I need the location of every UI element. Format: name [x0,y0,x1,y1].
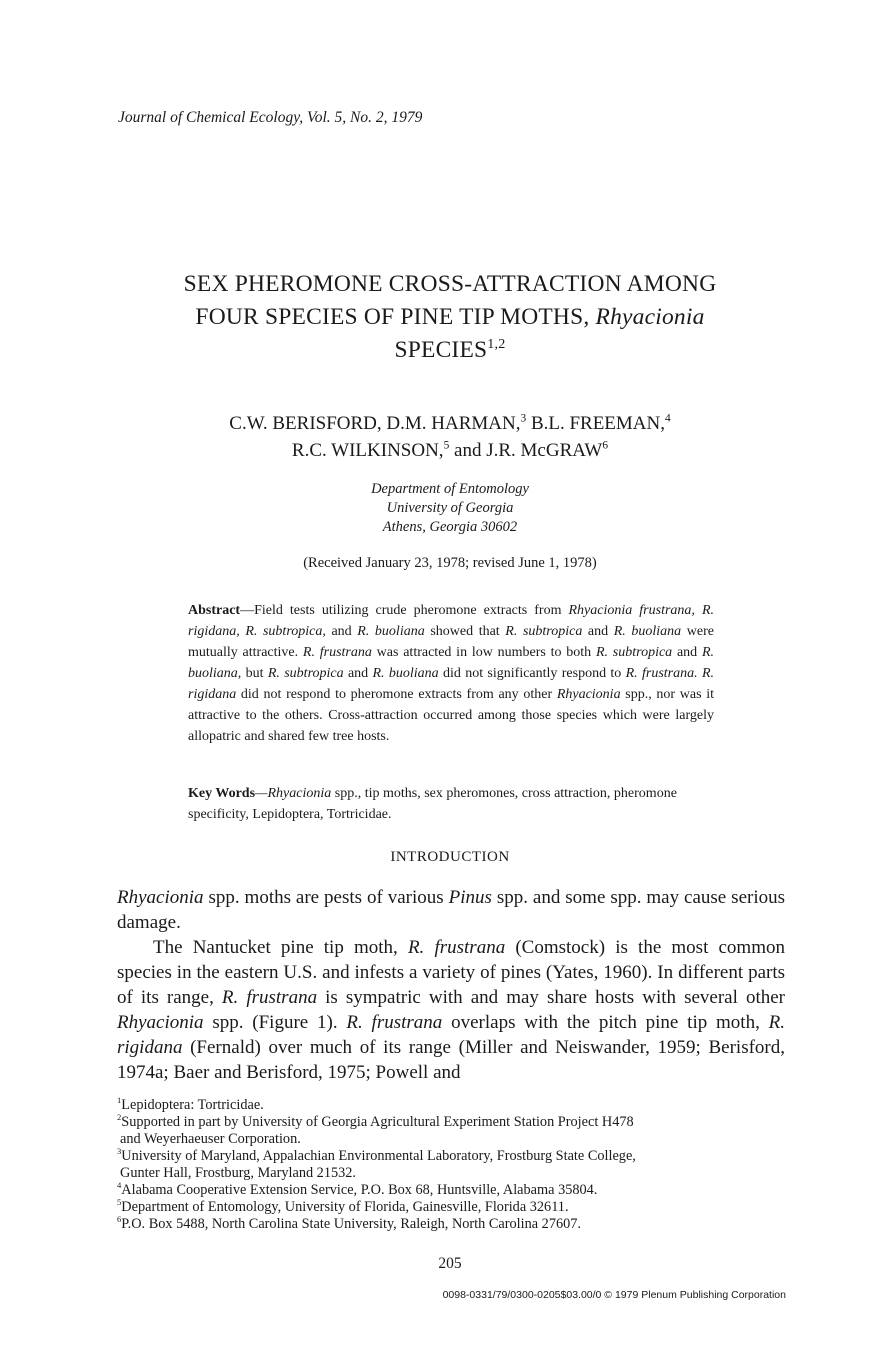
footnote-6 [117,1216,787,1233]
intro-species: R. frustrana [221,987,318,1008]
abstract-dash: — [240,603,255,618]
author-mark-4: 4 [665,412,671,425]
journal-citation: Journal of Chemical Ecology, Vol. 5, No. 2, 1979 [118,109,423,126]
author-mark-3: 3 [520,412,527,425]
abstract-text: and [582,624,614,639]
author-mark-6: 6 [602,439,609,452]
abstract-species: R. subtropica [505,624,583,639]
footnote-3-continued: Gunter Hall, Frostburg, Maryland 21532. [120,1165,357,1181]
footnote-text: University of Maryland, Appalachian Environmental Laboratory, Frostburg State College, [121,1148,636,1164]
footnote-4 [117,1182,787,1199]
author-mark-5: 5 [443,439,450,452]
abstract-text: Field tests utilizing crude pheromone extracts from [254,603,569,618]
author-list [60,410,840,464]
abstract-species: Rhyacionia [556,687,621,702]
abstract-species: R. subtropica [595,645,673,660]
footnote-mark: 4 [117,1180,122,1191]
author-names-4: and J.R. McGRAW [449,440,603,461]
author-names-3: R.C. WILKINSON, [291,440,444,461]
author-line-2 [60,437,840,464]
abstract [188,600,714,747]
intro-text: is sympatric with and may share hosts with several other [317,987,785,1008]
intro-paragraph-1 [117,885,785,935]
intro-text: (Fernald) over much of its range (Miller and Neiswander, 1959; Berisford, 1974a; Baer and Berisford, 1975; Powell and [117,1037,785,1083]
abstract-species: R. buoliana, [188,645,715,681]
paper-title [60,268,840,367]
intro-text: spp. moths are pests of various [203,887,449,908]
abstract-species: R. frustrana. R. rigidana [188,666,715,702]
abstract-species: Rhyacionia frustrana, R. rigidana, R. subtropica, [188,603,715,639]
key-words-dash: — [255,786,268,801]
abstract-text: and [325,624,358,639]
key-words [188,783,714,825]
footnote-text: Department of Entomology, University of Florida, Gainesville, Florida 32611. [121,1199,569,1215]
introduction-body [117,885,785,1085]
author-names-2: B.L. FREEMAN, [526,413,666,434]
intro-text: (Comstock) is the most common species in the eastern U.S. and infests a variety of pines (Yates, 1960). In different parts of its range, [117,937,785,1008]
title-line-3-text: SPECIES [394,337,488,363]
intro-species: Rhyacionia [117,1012,204,1033]
affiliation-city: Athens, Georgia 30602 [382,519,518,535]
copyright-line: 0098-0331/79/0300-0205$03.00/0 © 1979 Plenum Publishing Corporation [442,1289,786,1301]
title-footnote-mark: 1,2 [487,336,506,353]
abstract-text: spp., nor was it attractive to the others. Cross-attraction occurred among those species which were largely allopatric and shared few tree hosts. [188,687,714,744]
abstract-text: was attracted in low numbers to both [371,645,596,660]
title-line-2-text: FOUR SPECIES OF PINE TIP MOTHS, [195,304,596,330]
intro-species: R. frustrana [407,937,506,958]
affiliation-department: Department of Entomology [371,481,529,497]
abstract-text: did not significantly respond to [438,666,626,681]
abstract-species: R. buoliana [357,624,425,639]
intro-species: R. rigidana [117,1012,785,1058]
intro-text: The Nantucket pine tip moth, [153,937,408,958]
title-line-1: SEX PHEROMONE CROSS-ATTRACTION AMONG [183,271,717,297]
abstract-text: were mutually attractive. [188,624,714,660]
abstract-text: did not respond to pheromone extracts from any other [236,687,557,702]
footnotes [117,1097,787,1233]
intro-paragraph-2 [117,935,785,1085]
intro-text: overlaps with the pitch pine tip moth, [442,1012,769,1033]
section-heading-introduction: INTRODUCTION [390,849,510,865]
abstract-text: and [672,645,702,660]
footnote-3 [117,1148,787,1165]
abstract-text: showed that [424,624,506,639]
affiliation [60,480,840,537]
footnote-text: P.O. Box 5488, North Carolina State University, Raleigh, North Carolina 27607. [121,1216,581,1232]
affiliation-university: University of Georgia [386,500,514,516]
footnote-text: Lepidoptera: Tortricidae. [121,1097,264,1113]
footnote-2-continued: and Weyerhaeuser Corporation. [120,1131,301,1147]
footnote-mark: 5 [117,1197,122,1208]
abstract-species: R. frustrana [302,645,372,660]
footnote-2 [117,1114,787,1131]
footnote-text: Alabama Cooperative Extension Service, P.O. Box 68, Huntsville, Alabama 35804. [121,1182,598,1198]
abstract-text: but [241,666,268,681]
footnote-mark: 3 [117,1146,122,1157]
footnote-mark: 1 [117,1095,122,1106]
title-genus: Rhyacionia [595,304,705,330]
key-words-genus: Rhyacionia [267,786,332,801]
footnote-1 [117,1097,787,1114]
intro-genus: Rhyacionia [117,887,204,908]
title-line-3 [60,334,840,367]
footnote-text: Supported in part by University of Georgia Agricultural Experiment Station Project H478 [121,1114,634,1130]
abstract-label: Abstract [188,603,241,618]
footnote-5 [117,1199,787,1216]
intro-genus: Pinus [448,887,492,908]
author-line-1 [60,410,840,437]
key-words-text: spp., tip moths, sex pheromones, cross attraction, pheromone specificity, Lepidoptera, Tortricidae. [188,786,677,822]
abstract-species: R. buoliana [613,624,682,639]
footnote-mark: 6 [117,1214,122,1225]
received-dates: (Received January 23, 1978; revised June 1, 1978) [303,555,597,571]
abstract-text: and [343,666,373,681]
abstract-species: R. buoliana [372,666,439,681]
author-names-1: C.W. BERISFORD, D.M. HARMAN, [229,413,521,434]
intro-species: R. frustrana [346,1012,443,1033]
title-line-2 [60,301,840,334]
intro-text: spp. (Figure 1). [203,1012,347,1033]
abstract-species: R. subtropica [267,666,344,681]
key-words-label: Key Words [188,786,256,801]
footnote-mark: 2 [117,1112,122,1123]
intro-text: spp. and some spp. may cause serious damage. [117,887,785,933]
page-number: 205 [438,1255,462,1272]
